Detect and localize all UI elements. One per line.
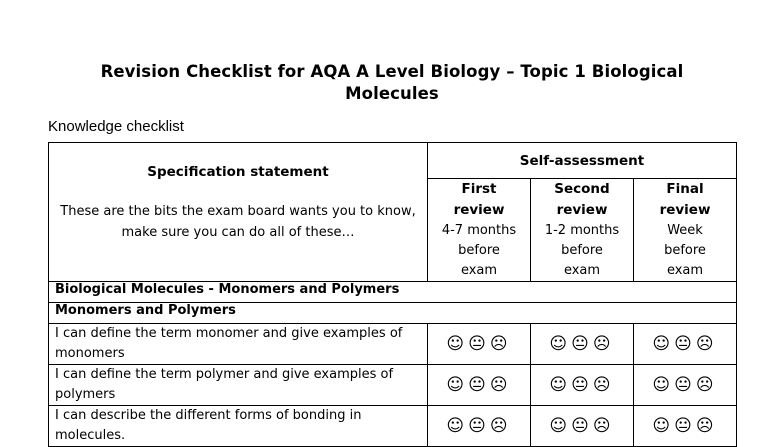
sad-face-icon[interactable]: ☹	[695, 334, 718, 354]
title-line-1: Revision Checklist for AQA A Level Biology – Topic 1 Biological	[100, 62, 684, 81]
happy-face-icon[interactable]: ☺	[549, 375, 572, 395]
sad-face-icon[interactable]: ☹	[592, 334, 615, 354]
section-title: Biological Molecules - Monomers and Polymers	[49, 282, 737, 303]
review-name: First	[461, 181, 497, 197]
neutral-face-icon[interactable]: 😐	[674, 375, 696, 395]
rating-first-review[interactable]	[428, 324, 531, 365]
happy-face-icon[interactable]: ☺	[652, 416, 675, 436]
rating-first-review[interactable]	[428, 406, 531, 447]
review-name: review	[556, 202, 608, 218]
review-time: before	[664, 243, 706, 258]
review-header-second	[531, 179, 634, 282]
neutral-face-icon[interactable]: 😐	[674, 416, 696, 436]
neutral-face-icon[interactable]: 😐	[571, 416, 593, 436]
rating-second-review[interactable]	[531, 406, 634, 447]
neutral-face-icon[interactable]: 😐	[468, 416, 490, 436]
review-name: Second	[554, 181, 610, 197]
rating-second-review[interactable]	[531, 365, 634, 406]
spec-label: Specification statement	[147, 164, 329, 180]
spec-description: These are the bits the exam board wants you to know, make sure you can do all of these…	[60, 204, 416, 240]
neutral-face-icon[interactable]: 😐	[468, 334, 490, 354]
review-time: 1-2 months	[544, 223, 620, 238]
sad-face-icon[interactable]: ☹	[592, 375, 615, 395]
rating-final-review[interactable]	[634, 365, 737, 406]
happy-face-icon[interactable]: ☺	[652, 375, 675, 395]
review-time: before	[561, 243, 603, 258]
review-name: review	[659, 202, 711, 218]
rating-first-review[interactable]	[428, 365, 531, 406]
sad-face-icon[interactable]: ☹	[489, 416, 512, 436]
neutral-face-icon[interactable]: 😐	[674, 334, 696, 354]
happy-face-icon[interactable]: ☺	[446, 416, 469, 436]
neutral-face-icon[interactable]: 😐	[571, 375, 593, 395]
happy-face-icon[interactable]: ☺	[549, 334, 572, 354]
spec-header-cell	[49, 143, 428, 282]
table-row	[49, 406, 737, 447]
statement-text: I can describe the different forms of bonding in molecules.	[49, 406, 428, 447]
review-time: exam	[666, 263, 704, 278]
happy-face-icon[interactable]: ☺	[549, 416, 572, 436]
review-time: Week	[667, 223, 703, 238]
table-row	[49, 365, 737, 406]
review-time: exam	[460, 263, 498, 278]
review-name: Final	[666, 181, 704, 197]
checklist-table	[48, 142, 737, 447]
rating-final-review[interactable]	[634, 406, 737, 447]
sad-face-icon[interactable]: ☹	[695, 375, 718, 395]
review-name: review	[453, 202, 505, 218]
neutral-face-icon[interactable]: 😐	[468, 375, 490, 395]
title-line-2: Molecules	[345, 84, 439, 103]
sad-face-icon[interactable]: ☹	[592, 416, 615, 436]
review-header-first	[428, 179, 531, 282]
sad-face-icon[interactable]: ☹	[489, 375, 512, 395]
statement-text: I can define the term polymer and give examples of polymers	[49, 365, 428, 406]
happy-face-icon[interactable]: ☺	[652, 334, 675, 354]
review-time: before	[458, 243, 500, 258]
subsection-title: Monomers and Polymers	[49, 303, 737, 324]
statement-text: I can define the term monomer and give examples of monomers	[49, 324, 428, 365]
review-time: exam	[563, 263, 601, 278]
neutral-face-icon[interactable]: 😐	[571, 334, 593, 354]
rating-second-review[interactable]	[531, 324, 634, 365]
happy-face-icon[interactable]: ☺	[446, 375, 469, 395]
sad-face-icon[interactable]: ☹	[695, 416, 718, 436]
subtitle: Knowledge checklist	[48, 118, 184, 135]
sad-face-icon[interactable]: ☹	[489, 334, 512, 354]
page-title	[40, 61, 744, 105]
rating-final-review[interactable]	[634, 324, 737, 365]
self-assessment-header: Self-assessment	[428, 143, 737, 179]
review-time: 4-7 months	[441, 223, 517, 238]
happy-face-icon[interactable]: ☺	[446, 334, 469, 354]
review-header-final	[634, 179, 737, 282]
table-row	[49, 324, 737, 365]
